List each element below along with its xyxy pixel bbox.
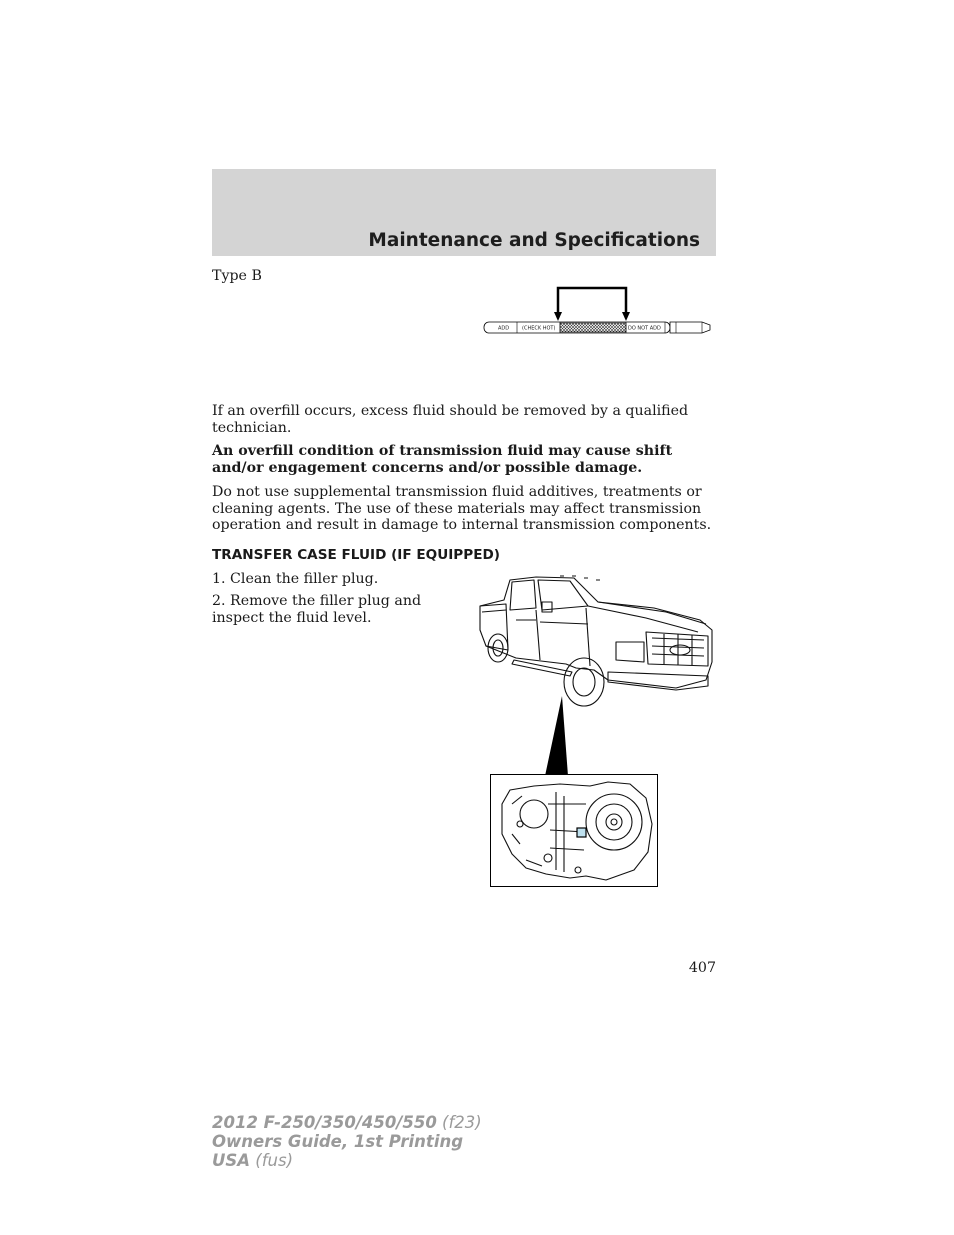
step-1: 1. Clean the filler plug. bbox=[212, 571, 379, 587]
pointer-wedge bbox=[540, 696, 572, 778]
step-2: 2. Remove the filler plug and inspect the fluid level. bbox=[212, 593, 422, 626]
section-title: Maintenance and Specifications bbox=[368, 230, 700, 251]
dipstick-caption: Type B bbox=[212, 268, 262, 284]
filler-plug-highlight bbox=[577, 828, 586, 837]
page-number: 407 bbox=[688, 960, 716, 976]
overfill-paragraph: If an overfill occurs, excess fluid should be removed by a qualified technician. bbox=[212, 403, 689, 436]
footer-edition: Owners Guide, 1st Printing bbox=[212, 1132, 464, 1151]
arrow-left-icon bbox=[554, 312, 562, 321]
truck-illustration bbox=[476, 572, 720, 712]
footer-region: USA bbox=[212, 1151, 251, 1170]
dipstick-illustration bbox=[480, 282, 720, 338]
range-bracket bbox=[558, 288, 626, 318]
footer-model: 2012 F-250/350/450/550 bbox=[212, 1113, 437, 1132]
dipstick-crosshatch bbox=[560, 323, 626, 332]
additives-paragraph: Do not use supplemental transmission fluid additives, treatments or cleaning agents. The use of these materials may affect transmission operation and result in damage to internal transmission components. bbox=[212, 484, 712, 533]
overfill-warning: An overfill condition of transmission fluid may cause shift and/or engagement concerns and/or possible damage. bbox=[212, 443, 673, 476]
transfer-case-heading: TRANSFER CASE FLUID (IF EQUIPPED) bbox=[212, 547, 501, 563]
transfer-case-illustration bbox=[490, 774, 658, 887]
section-header-band bbox=[212, 169, 716, 256]
dipstick-label-check-hot: (CHECK HOT) bbox=[522, 325, 556, 332]
document-footer bbox=[212, 1113, 482, 1170]
dipstick-label-add: ADD bbox=[498, 325, 510, 332]
dipstick-label-do-not-add: DO NOT ADD bbox=[628, 325, 661, 332]
arrow-right-icon bbox=[622, 312, 630, 321]
footer-region-code: (fus) bbox=[250, 1151, 294, 1170]
footer-model-code: (f23) bbox=[436, 1113, 482, 1132]
